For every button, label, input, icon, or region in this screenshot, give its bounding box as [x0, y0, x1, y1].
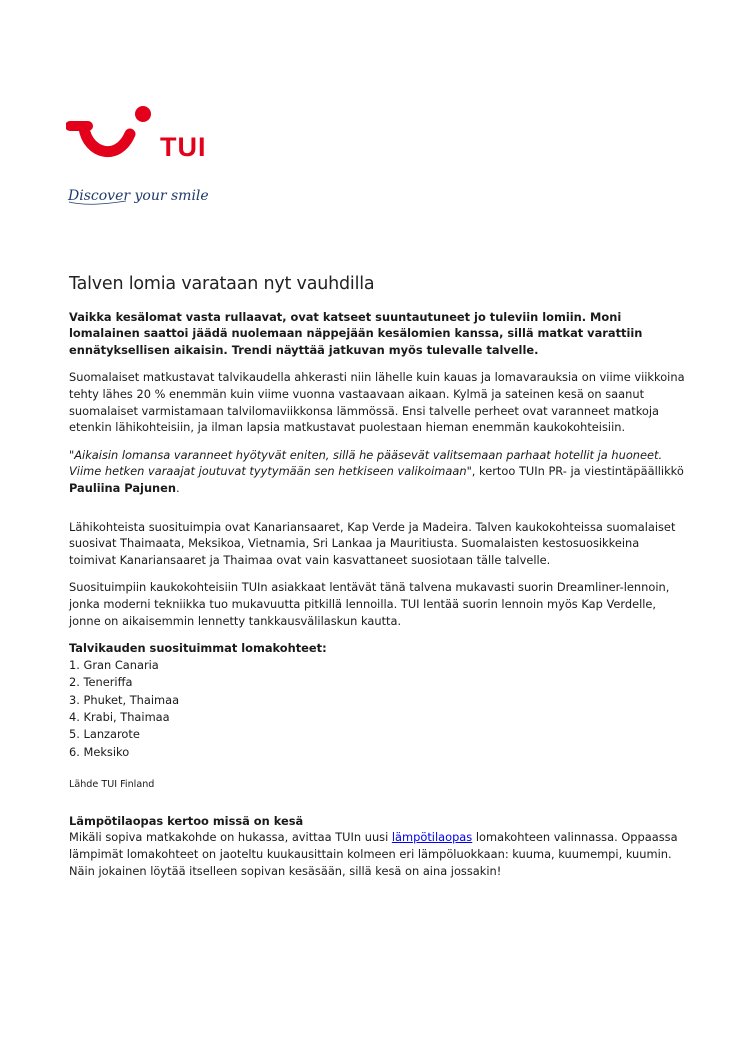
- section-paragraph: [69, 829, 689, 879]
- list-item: 6. Meksiko: [69, 744, 130, 759]
- paragraph-flights: Suosituimpiin kaukokohteisiin TUIn asiakkaat lentävät tänä talvena mukavasti suorin Dreamliner-lennoin, jonka moderni tekniikka tuo mukavuutta pitkillä lennoilla. TUI lentää suorin lennoin myös Kap Verdelle, jonne on aikaisemmin lennetty tankkausvälilaskun kautta.: [69, 580, 670, 628]
- article-title: Talven lomia varataan nyt vauhdilla: [69, 274, 375, 294]
- section-title: Lämpötilaopas kertoo missä on kesä: [69, 813, 304, 828]
- section-text: lomakohteen valinnassa. Oppaassa lämpimät lomakohteet on jaoteltu kuukausittain kolmeen eri lämpöluokkaan: kuuma, kuumempi, kuumin. Näin jokainen löytää itselleen sopivan kesäsään, sillä kesä on aina jossakin!: [69, 830, 678, 878]
- temperature-guide-link[interactable]: lämpötilaopas: [391, 830, 473, 845]
- quote-open: ": [69, 447, 75, 462]
- paragraph-bookings: Suomalaiset matkustavat talvikaudella ahkerasti niin lähelle kuin kauas ja lomavarauksia on viime viikkoina tehty lähes 20 % enemmän kuin viime vuonna vastaavaan aikaan. Kylmä ja sateinen kesä on saanut suomalaiset varmistamaan talvilomaviikkonsa lämmössä. Ensi talvelle perheet ovat varanneet matkoja etenkin lähikohteisiin, ja ilman lapsia matkustavat puolestaan hieman enemmän kaukokohteisiin.: [69, 370, 685, 435]
- destinations-list: [69, 657, 689, 761]
- list-item: 3. Phuket, Thaimaa: [69, 692, 180, 707]
- list-item: 4. Krabi, Thaimaa: [69, 709, 170, 724]
- source-note: Lähde TUI Finland: [69, 779, 155, 791]
- list-item: 1. Gran Canaria: [69, 657, 159, 672]
- article-lead: Vaikka kesälomat vasta rullaavat, ovat katseet suuntautuneet jo tuleviin lomiin. Moni lomalainen saattoi jäädä nuolemaan näppejään kesälomien kanssa, sillä matkat varattiin ennätyksellisen aikaisin. Trendi näyttää jatkuvan myös tulevalle talvelle.: [69, 309, 643, 357]
- spacer: [69, 508, 689, 519]
- tui-logo: [66, 104, 236, 208]
- article-body: [69, 276, 689, 890]
- quote-attribution: ", kertoo TUIn PR- ja viestintäpäällikkö: [466, 464, 684, 479]
- tui-smile-logo-icon: [66, 104, 156, 170]
- quote-text: Aikaisin lomansa varanneet hyötyvät eniten, sillä he pääsevät valitsemaan parhaat hotellit ja huoneet. Viime hetken varaajat joutuvat tyytymään sen hetkiseen valikoimaan: [69, 447, 663, 479]
- tui-wordmark: TUI: [160, 132, 207, 162]
- section-text: Mikäli sopiva matkakohde on hukassa, avittaa TUIn uusi: [69, 830, 392, 845]
- list-item: 2. Teneriffa: [69, 675, 133, 690]
- quote-person: Pauliina Pajunen: [69, 480, 176, 495]
- discover-your-smile-tagline-icon: [66, 180, 236, 210]
- quote-paragraph: [69, 447, 689, 497]
- svg-text:Discover your smile: Discover your smile: [68, 188, 209, 204]
- quote-end: .: [176, 480, 180, 495]
- destinations-list-title: Talvikauden suosituimmat lomakohteet:: [69, 641, 327, 656]
- paragraph-destinations: Lähikohteista suosituimpia ovat Kanariansaaret, Kap Verde ja Madeira. Talven kaukokohteissa suomalaiset suosivat Thaimaata, Meksikoa, Vietnamia, Sri Lankaa ja Mauritiusta. Suomalaisten kestosuosikkeina toimivat Kanariansaaret ja Thaimaa ovat vain kasvattaneet suosiotaan tälle talvelle.: [69, 519, 676, 567]
- list-item: 5. Lanzarote: [69, 727, 140, 742]
